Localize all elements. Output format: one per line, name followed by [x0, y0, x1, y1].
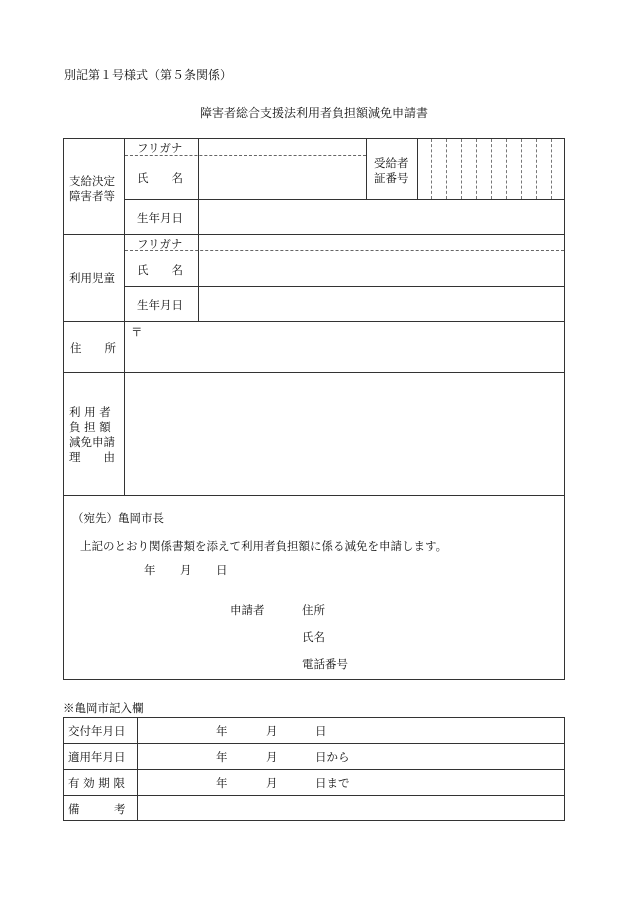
apply-date-day: 日から [315, 750, 350, 764]
issue-date-month: 月 [266, 724, 278, 738]
expiry-label: 有 効 期 限 [68, 776, 125, 790]
row-sep-child-dob [124, 286, 565, 287]
applicant-furigana-field[interactable] [200, 140, 364, 154]
addressee: （宛先）亀岡市長 [72, 511, 164, 525]
applicant-phone-label: 電話番号 [302, 657, 348, 671]
apply-date-label: 適用年月日 [68, 750, 126, 764]
applicant-dob-field[interactable] [200, 201, 562, 233]
applicant-section-label-2: 障害者等 [69, 189, 115, 203]
child-name-label: 氏 名 [137, 263, 183, 277]
col-sep-name-end [366, 138, 367, 200]
applicant-address-label: 住所 [302, 603, 325, 617]
expiry-year: 年 [216, 776, 228, 790]
child-furigana-field[interactable] [200, 236, 562, 249]
reason-label-2: 負 担 額 [69, 420, 111, 434]
applicant-section-label-1: 支給決定 [69, 174, 115, 188]
child-dob-label: 生年月日 [137, 298, 183, 312]
applicant-name-label: 氏 名 [137, 171, 183, 185]
applicant-label: 申請者 [230, 603, 265, 617]
applicant-furigana-label: フリガナ [137, 141, 183, 155]
form-number: 別記第１号様式（第５条関係） [64, 68, 233, 82]
row-sep-reason [63, 372, 565, 373]
apply-date-year: 年 [216, 750, 228, 764]
declaration-statement: 上記のとおり関係書類を添えて利用者負担額に係る減免を申請します。 [80, 539, 448, 553]
apply-date-month: 月 [266, 750, 278, 764]
remarks-label: 備 考 [68, 802, 126, 816]
remarks-field[interactable] [139, 797, 563, 819]
row-sep-child [63, 234, 565, 235]
col-sep-id-label [417, 138, 418, 200]
recipient-id-label-1: 受給者 [374, 156, 409, 170]
expiry-day: 日まで [315, 776, 350, 790]
issue-date-day: 日 [315, 724, 327, 738]
applicant-name-sign-label: 氏名 [302, 630, 325, 644]
recipient-id-label-2: 証番号 [374, 171, 409, 185]
date-day-label: 日 [216, 563, 228, 577]
col-sep-sublabel [198, 138, 199, 322]
applicant-dob-label: 生年月日 [137, 211, 183, 225]
date-year-label: 年 [144, 563, 156, 577]
issue-date-year: 年 [216, 724, 228, 738]
child-name-field[interactable] [200, 252, 562, 285]
col-sep-label [124, 138, 125, 496]
expiry-month: 月 [266, 776, 278, 790]
dash-child-furigana [125, 250, 564, 251]
row-sep-declaration [63, 495, 565, 496]
row-sep-applicant-dob [124, 199, 565, 200]
reason-label-1: 利 用 者 [69, 405, 111, 419]
reason-field[interactable] [126, 374, 562, 494]
reason-label-3: 減免申請 [69, 435, 115, 449]
date-month-label: 月 [180, 563, 192, 577]
reason-label-4: 理 由 [69, 450, 115, 464]
form-title: 障害者総合支援法利用者負担額減免申請書 [200, 106, 429, 120]
issue-date-label: 交付年月日 [68, 724, 126, 738]
office-use-title: ※亀岡市記入欄 [63, 701, 144, 715]
child-dob-field[interactable] [200, 288, 562, 320]
child-section-label: 利用児童 [69, 271, 115, 285]
row-sep-address [63, 321, 565, 322]
child-furigana-label: フリガナ [137, 237, 183, 251]
address-field[interactable] [126, 323, 562, 371]
address-label: 住 所 [70, 341, 116, 355]
applicant-name-field[interactable] [200, 157, 364, 198]
postal-mark: 〒 [131, 325, 143, 339]
